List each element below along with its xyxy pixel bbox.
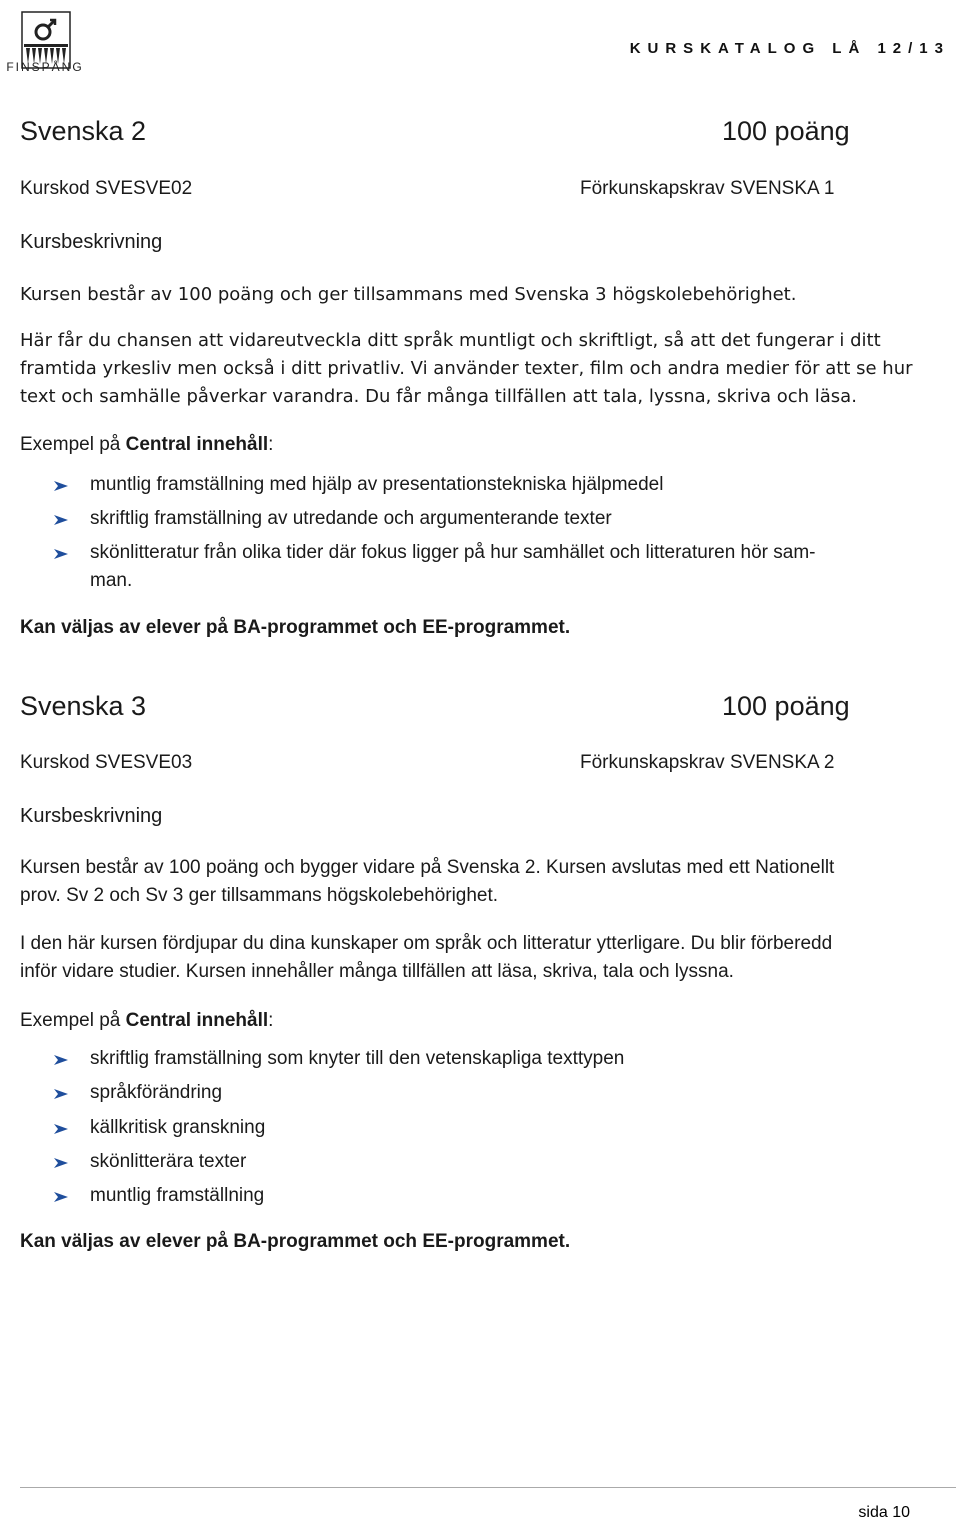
arrow-bullet-icon	[52, 480, 70, 492]
desc-line: framtida yrkesliv men också i ditt privatliv. Vi använder texter, film och andra medier för att se hur	[20, 358, 913, 379]
bullet-item: språkförändring	[90, 1082, 223, 1103]
bullet-item: skriftlig framställning som knyter till den vetenskapliga texttypen	[90, 1048, 625, 1069]
page-number: sida 10	[858, 1504, 910, 1521]
course-prereq: Förkunskapskrav SVENSKA 1	[580, 178, 835, 199]
course-title: Svenska 3	[20, 691, 147, 721]
course-title: Svenska 2	[20, 116, 147, 146]
bullet-item: muntlig framställning	[90, 1185, 265, 1206]
desc-line: Kursen består av 100 poäng och bygger vidare på Svenska 2. Kursen avslutas med ett Nationellt	[20, 857, 835, 878]
course-points: 100 poäng	[722, 691, 850, 721]
course-eligibility: Kan väljas av elever på BA-programmet och EE-programmet.	[20, 1231, 571, 1252]
arrow-bullet-icon	[52, 1054, 70, 1066]
course-points: 100 poäng	[722, 116, 850, 146]
page-header: KURSKATALOG LÅ 12/13	[629, 40, 950, 57]
course-code: Kurskod SVESVE03	[20, 752, 193, 773]
desc-line: Kursen består av 100 poäng och ger tillsammans med Svenska 3 högskolebehörighet.	[20, 284, 797, 305]
desc-line: inför vidare studier. Kursen innehåller många tillfällen att läsa, skriva, tala och lyssna.	[20, 961, 734, 982]
bullet-item: källkritisk granskning	[90, 1117, 266, 1138]
desc-line: prov. Sv 2 och Sv 3 ger tillsammans högskolebehörighet.	[20, 885, 499, 906]
desc-heading: Kursbeskrivning	[20, 231, 163, 253]
arrow-bullet-icon	[52, 1191, 70, 1203]
example-heading: Exempel på Central innehåll:	[20, 434, 274, 455]
course-code: Kurskod SVESVE02	[20, 178, 193, 199]
bullet-item: skönlitteratur från olika tider där fokus ligger på hur samhället och litteraturen hör sam-	[90, 542, 816, 563]
arrow-bullet-icon	[52, 1088, 70, 1100]
course-prereq: Förkunskapskrav SVENSKA 2	[580, 752, 835, 773]
bullet-item: skriftlig framställning av utredande och argumenterande texter	[90, 508, 612, 529]
arrow-bullet-icon	[52, 1123, 70, 1135]
desc-line: Här får du chansen att vidareutveckla ditt språk muntligt och skriftligt, så att det fungerar i ditt	[20, 330, 881, 351]
arrow-bullet-icon	[52, 514, 70, 526]
arrow-bullet-icon	[52, 1157, 70, 1169]
logo-text: FINSPÅNG	[6, 60, 84, 74]
arrow-bullet-icon	[52, 548, 70, 560]
course-eligibility: Kan väljas av elever på BA-programmet och EE-programmet.	[20, 617, 571, 638]
desc-line: I den här kursen fördjupar du dina kunskaper om språk och litteratur ytterligare. Du blir förberedd	[20, 933, 833, 954]
bullet-item: muntlig framställning med hjälp av presentationstekniska hjälpmedel	[90, 474, 664, 495]
bullet-item-continued: man.	[90, 570, 133, 591]
footer-divider	[20, 1487, 956, 1488]
example-heading: Exempel på Central innehåll:	[20, 1010, 274, 1031]
bullet-item: skönlitterära texter	[90, 1151, 247, 1172]
desc-heading: Kursbeskrivning	[20, 805, 163, 827]
desc-line: text och samhälle påverkar varandra. Du får många tillfällen att tala, lyssna, skriva och läsa.	[20, 386, 857, 407]
